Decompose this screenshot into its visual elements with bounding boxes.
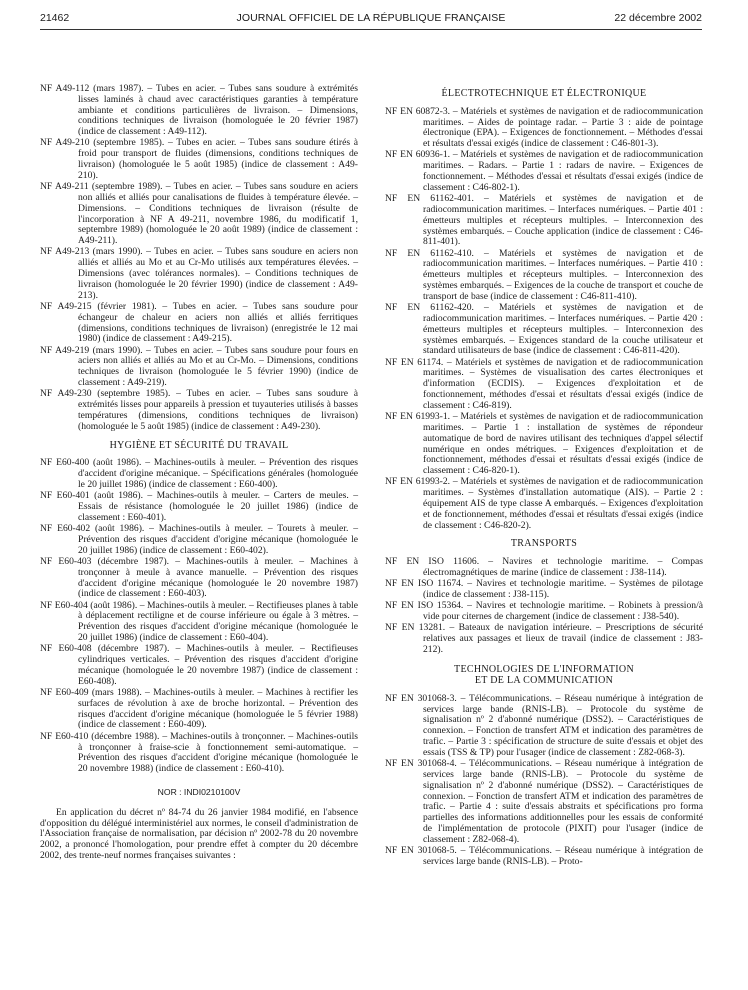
standard-entry: NF EN ISO 11674. – Navires et technologie maritime. – Systèmes de pilotage (indice de classement : J38-115). (385, 578, 703, 601)
standard-entry: NF EN 61162-420. – Matériels et systèmes de navigation et de radiocommunication maritimes. – Interfaces numériques. – Partie 420 : émetteurs multiples et récepteurs multiples. – Interconnexion des systèmes embarqués. – Exigences standard de la couche utilisateur et standard utilisateurs de base (indice de classement : C46-811-420). (385, 302, 703, 357)
entries-electro-list (385, 107, 703, 532)
section-heading-tic-line1: TECHNOLOGIES DE L'INFORMATION (454, 663, 634, 675)
standard-entry: NF EN ISO 15364. – Navires et technologie maritime. – Robinets à pression/à vide pour citernes de chargement (indice de classement : J38-540). (385, 600, 703, 623)
section-heading-electro: ÉLECTROTECHNIQUE ET ÉLECTRONIQUE (441, 88, 647, 99)
entries-transports-list (385, 557, 703, 656)
journal-title: JOURNAL OFFICIEL DE LA RÉPUBLIQUE FRANÇAISE (236, 12, 506, 24)
entries-top-list (40, 84, 358, 433)
section-heading-tic (385, 664, 703, 687)
standard-entry: NF EN 301068-4. – Télécommunications. – Réseau numérique à intégration de services large bande (RNIS-LB). – Protocole du système de signalisation nº 2 d'abonné numérique (DSS2). – Caractéristiques de connexion. – Fonction de transfert ATM et indication des paramètres de trafic. – Partie 4 : suite d'essais abstraits et spécifications pro forma partielles des informations additionnelles pour les essais de conformité de l'implémentation de protocole (PIXIT) pour l'usager (indice de classement : Z82-068-4). (385, 758, 703, 845)
standard-entry: NF EN 61174. – Matériels et systèmes de navigation et de radiocommunication maritimes. – Systèmes de visualisation des cartes électroniques et d'information (ECDIS). – Exigences d'exploitation et de fonctionnement, méthodes d'essai et résultats d'essai exigés (indice de classement : C46-819). (385, 356, 703, 411)
standard-entry: NF E60-400 (août 1986). – Machines-outils à meuler. – Prévention des risques d'accident d'origine mécanique. – Spécifications générales (homologuée le 20 juillet 1986) (indice de classement : E60-400). (40, 457, 358, 490)
section-heading-transports: TRANSPORTS (510, 538, 578, 550)
standard-entry: NF E60-402 (août 1986). – Machines-outils à meuler. – Tourets à meuler. – Prévention des risques d'accident d'origine mécanique (homologuée le 20 juillet 1986) (indice de classement : E60-402). (40, 523, 358, 556)
issue-date: 22 décembre 2002 (614, 12, 702, 24)
standard-entry: NF E60-410 (décembre 1988). – Machines-outils à tronçonner. – Machines-outils à tronçonner à fraise-scie à fonctionnement semi-automatique. – Prévention des risques d'accident d'origine mécanique (homologuée le 20 novembre 1988) (indice de classement : E60-410). (40, 730, 358, 775)
standard-entry: NF A49-230 (septembre 1985). – Tubes en acier. – Tubes sans soudure à extrémités lisses pour appareils à pression et tuyauteries utilisés à basses températures (dimensions, conditions techniques de livraison) (homologuée le 5 août 1985) (indice de classement : A49-230). (40, 388, 358, 432)
standard-entry: NF EN 61162-401. – Matériels et systèmes de navigation et de radiocommunication maritimes. – Interfaces numériques. – Partie 401 : émetteurs multiples et récepteurs multiples. – Interconnexion des systèmes embarqués. – Couche application (indice de classement : C46-811-401). (385, 193, 703, 248)
right-column (385, 89, 703, 868)
standard-entry: NF E60-401 (août 1986). – Machines-outils à meuler. – Carters de meules. – Essais de résistance (homologuée le 20 juillet 1986) (indice de classement : E60-401). (40, 490, 358, 523)
standard-entry: NF EN 301068-3. – Télécommunications. – Réseau numérique à intégration de services large bande (RNIS-LB). – Protocole du système de signalisation nº 2 d'abonné numérique (DSS2). – Caractéristiques de connexion. – Fonction de transfert ATM et indication des paramètres de trafic. – Partie 3 : spécification de structure de suite d'essais et objet des essais (TSS & TP) pour l'usager (indice de classement : Z82-068-3). (385, 692, 703, 758)
standard-entry: NF A49-219 (mars 1990). – Tubes en acier. – Tubes sans soudure pour fours en aciers non alliés et alliés au Mo et au Cr-Mo. – Dimensions, conditions techniques de livraison (homologuée le 5 février 1990) (indice de classement : A49-219). (40, 344, 358, 389)
standard-entry: NF A49-215 (février 1981). – Tubes en acier. – Tubes sans soudure pour échangeur de chaleur en aciers non alliés et alliés ferritiques (dimensions, conditions techniques de livraison) (enregistrée le 12 mai 1980) (indice de classement : A49-215). (40, 300, 358, 345)
standard-entry: NF EN 61993-2. – Matériels et systèmes de navigation et de radiocommunication maritimes. – Systèmes d'installation automatique (AIS). – Partie 2 : équipement AIS de type classe A embarqués. – Exigences d'exploitation et de fonctionnement, méthodes d'essai et résultats d'essai exigés (indice de classement : C46-820-2). (385, 476, 703, 531)
closing-paragraph: En application du décret nº 84-74 du 26 janvier 1984 modifié, en l'absence d'opposition du délégué interministériel aux normes, le conseil d'administration de l'Association française de normalisation, par décision nº 2002-78 du 20 novembre 2002, a prononcé l'homologation, pour prendre effet à compter du 20 décembre 2002, des trente-neuf normes françaises suivantes : (40, 806, 358, 861)
standard-entry: NF A49-213 (mars 1990). – Tubes en acier. – Tubes sans soudure en aciers non alliés et alliés au Mo et au Cr-Mo utilisés aux températures élevées. – Dimensions (avec tolérances normales). – Conditions techniques de livraison (homologuée le 20 février 1990) (indice de classement : A49-213). (40, 246, 358, 301)
section-heading-tic-line2: ET DE LA COMMUNICATION (474, 675, 614, 687)
standard-entry: NF EN ISO 11606. – Navires et technologie maritime. – Compas électromagnétiques de marine (indice de classement : J38-114). (385, 556, 703, 578)
left-column (40, 84, 358, 862)
standard-entry: NF E60-404 (août 1986). – Machines-outils à meuler. – Rectifieuses planes à table à déplacement rectiligne et de course inférieure ou égale à 3 mètres. – Prévention des risques d'accident d'origine mécanique (homologuée le 20 juillet 1986) (indice de classement : E60-404). (40, 599, 358, 644)
standard-entry: NF EN 13281. – Bateaux de navigation intérieure. – Prescriptions de sécurité relatives aux passages et lieux de travail (indice de classement : J83-212). (385, 622, 703, 656)
header-rule (40, 29, 702, 30)
entries-hygiene-list (40, 458, 358, 775)
standard-entry: NF EN 61162-410. – Matériels et systèmes de navigation et de radiocommunication maritimes. – Interfaces numériques. – Partie 410 : émetteurs multiples et récepteurs multiples. – Interconnexion des systèmes embarqués. – Exigences de la couche de transport et couche de transport de base (indice de classement : C46-811-410). (385, 247, 703, 302)
nor-reference: NOR : INDI0210100V (157, 786, 241, 797)
standard-entry: NF EN 60872-3. – Matériels et systèmes de navigation et de radiocommunication maritimes. – Aides de pointage radar. – Partie 3 : aide de pointage électronique (EPA). – Exigences de fonctionnement. – Méthodes d'essai et résultats d'essai exigés (indice de classement : C46-801-3). (385, 105, 703, 150)
standard-entry: NF EN 301068-5. – Télécommunications. – Réseau numérique à intégration de services large bande (RNIS-LB). – Proto- (385, 845, 703, 867)
standard-entry: NF EN 61993-1. – Matériels et systèmes de navigation et de radiocommunication maritimes. – Partie 1 : installation de systèmes de répondeur automatique de bord de navires utilisant des techniques d'appel sélectif numérique en ondes métriques. – Exigences d'exploitation et de fonctionnement, méthodes d'essai et résultats d'essai exigés (indice de classement : C46-820-1). (385, 411, 703, 477)
standard-entry: NF E60-403 (décembre 1987). – Machines-outils à meuler. – Machines à tronçonner à meule à avance manuelle. – Prévention des risques d'accident d'origine mécanique (homologuée le 20 novembre 1987) (indice de classement : E60-403). (40, 555, 358, 600)
page-number: 21462 (40, 12, 70, 24)
standard-entry: NF A49-211 (septembre 1989). – Tubes en acier. – Tubes sans soudure en aciers non alliés et alliés pour canalisations de fluides à température élevée. – Dimensions. – Conditions techniques de livraison (résulte de l'incorporation à NF A 49-211, novembre 1986, du modificatif 1, septembre 1989) (homologuée le 20 août 1989) (indice de classement : A49-211). (40, 181, 358, 247)
section-heading-hygiene: HYGIÈNE ET SÉCURITÉ DU TRAVAIL (109, 439, 289, 451)
standard-entry: NF E60-408 (décembre 1987). – Machines-outils à meuler. – Rectifieuses cylindriques verticales. – Prévention des risques d'accident d'origine mécanique (homologuée le 20 novembre 1987) (indice de classement : E60-408). (40, 643, 358, 687)
page-header (40, 12, 702, 28)
entries-tic-list (385, 694, 703, 868)
standard-entry: NF A49-112 (mars 1987). – Tubes en acier. – Tubes sans soudure à extrémités lisses laminés à chaud avec caractéristiques garanties à température ambiante et conditions particulières de livraison. – Dimensions, conditions techniques de livraison (homologuée le 20 février 1987) (indice de classement : A49-112). (40, 83, 358, 138)
standard-entry: NF EN 60936-1. – Matériels et systèmes de navigation et de radiocommunication maritimes. – Radars. – Partie 1 : radars de navire. – Exigences de fonctionnement. – Méthodes d'essai et résultats d'essai exigés (indice de classement : C46-802-1). (385, 149, 703, 193)
standard-entry: NF E60-409 (mars 1988). – Machines-outils à meuler. – Machines à rectifier les surfaces de révolution à axe de broche horizontal. – Prévention des risques d'accident d'origine mécanique (homologuée le 5 février 1988) (indice de classement : E60-409). (40, 687, 358, 731)
standard-entry: NF A49-210 (septembre 1985). – Tubes en acier. – Tubes sans soudure étirés à froid pour transport de fluides (dimensions, conditions techniques de livraison) (homologuée le 5 août 1985) (indice de classement : A49-210). (40, 137, 358, 181)
